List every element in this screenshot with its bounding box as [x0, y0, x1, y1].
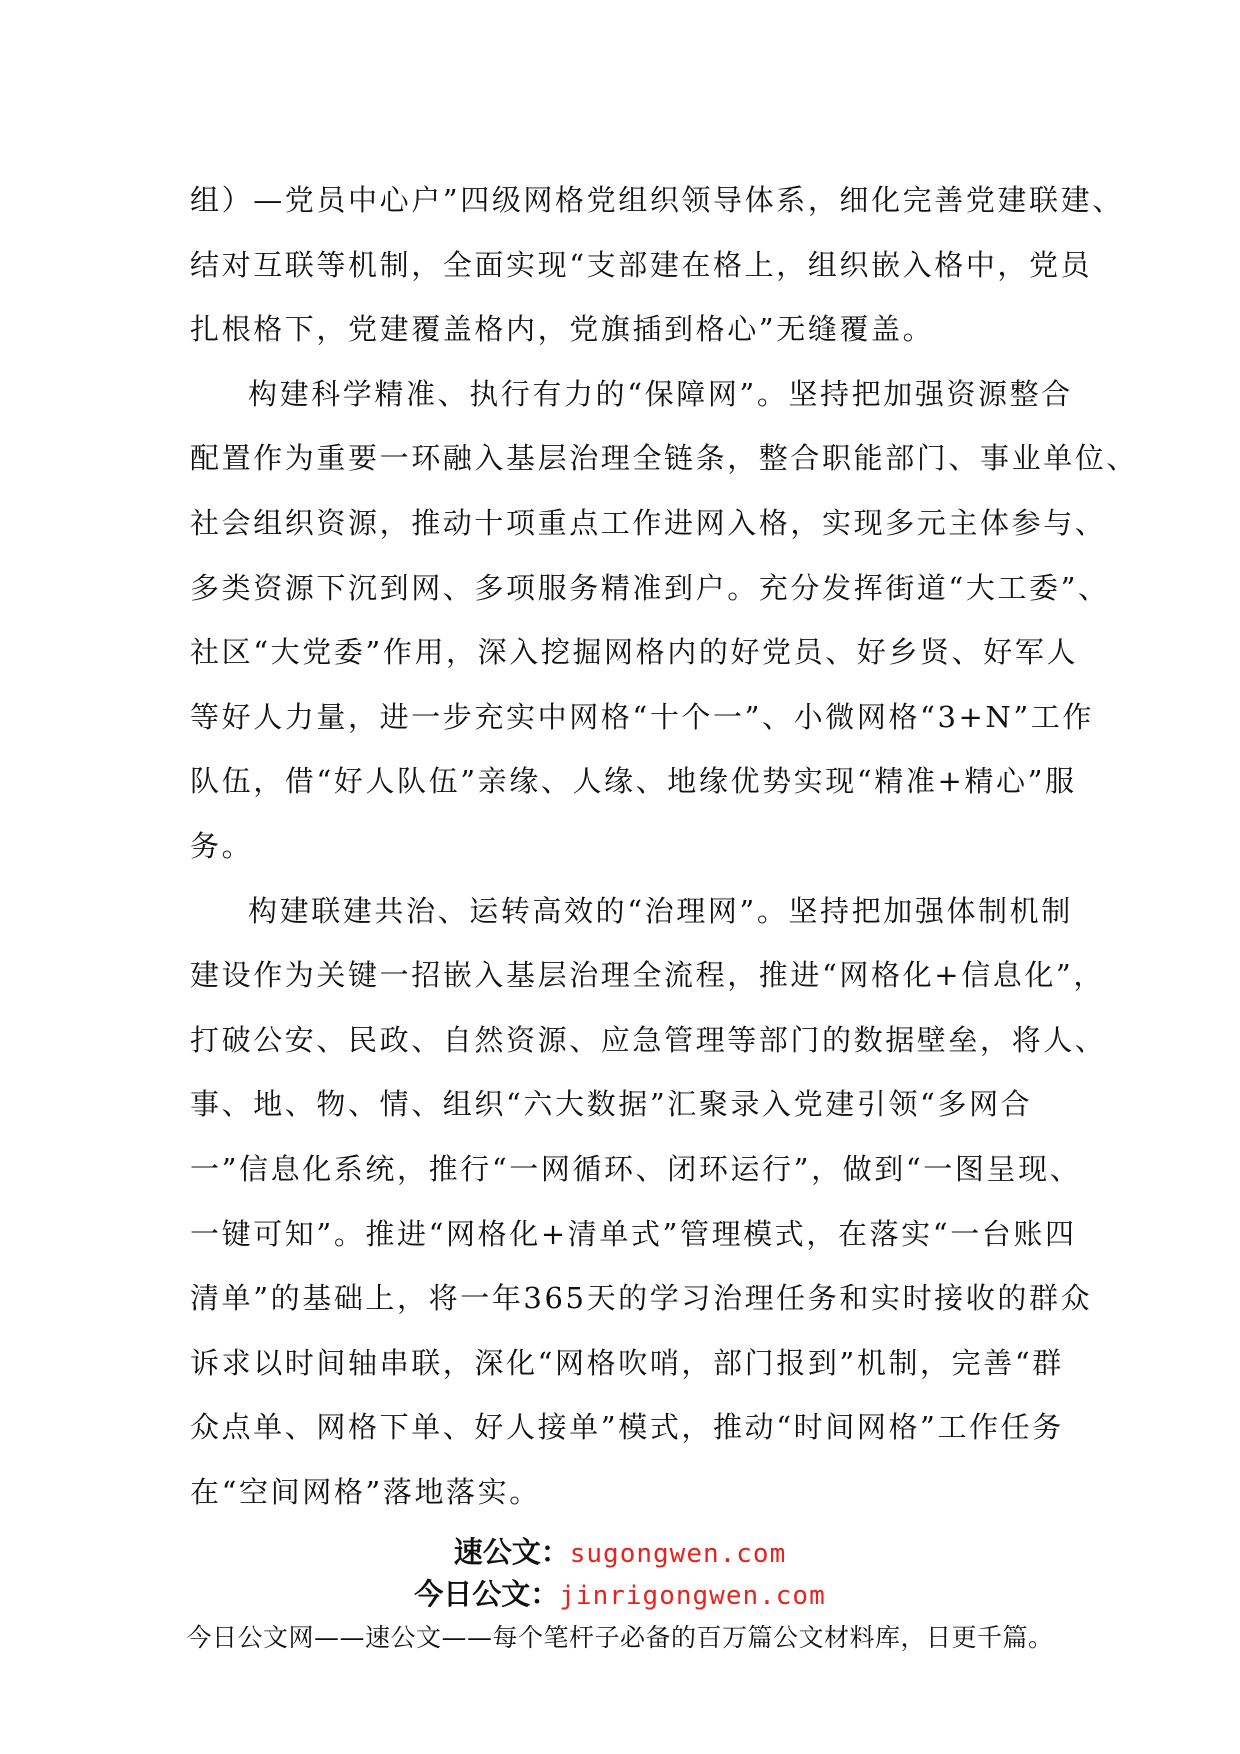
text-line: 组）—党员中心户”四级网格党组织领导体系，细化完善党建联建、: [190, 183, 1124, 217]
text-line: 一键可知”。推进“网格化+清单式”管理模式，在落实“一台账四: [190, 1216, 1077, 1251]
text-line: 扎根格下，党建覆盖格内，党旗插到格心”无缝覆盖。: [190, 312, 935, 347]
text-line: 构建联建共治、运转高效的“治理网”。坚持把加强体制机制: [248, 893, 1073, 928]
body-text: [190, 168, 1139, 1524]
text-line: 诉求以时间轴串联，深化“网格吹哨，部门报到”机制，完善“群: [190, 1345, 1064, 1380]
text-line: 社会组织资源，推动十项重点工作进网入格，实现多元主体参与、: [190, 505, 1107, 540]
footer-link-jinrigongwen[interactable]: jinrigongwen.com: [559, 1581, 826, 1611]
text-line: 众点单、网格下单、好人接单”模式，推动“时间网格”工作任务: [190, 1410, 1064, 1445]
text-line: 构建科学精准、执行有力的“保障网”。坚持把加强资源整合: [248, 376, 1073, 411]
footer-slogan: [0, 1618, 1240, 1654]
footer-slogan-text: 今日公文网——速公文——每个笔杆子必备的百万篇公文材料库，日更千篇。: [186, 1623, 1054, 1652]
footer-label-jinrigongwen: 今日公文：: [414, 1577, 560, 1611]
footer-jinrigongwen: [0, 1572, 1240, 1613]
text-line: 事、地、物、情、组织“六大数据”汇聚录入党建引领“多网合: [190, 1087, 1033, 1122]
text-line: 队伍，借“好人队伍”亲缘、人缘、地缘优势实现“精准+精心”服: [190, 764, 1077, 799]
text-line: 结对互联等机制，全面实现“支部建在格上，组织嵌入格中，党员: [190, 247, 1093, 282]
text-line: 务。: [190, 828, 254, 863]
footer-sugongwen: [0, 1530, 1240, 1571]
text-line: 社区“大党委”作用，深入挖掘网格内的好党员、好乡贤、好军人: [190, 635, 1079, 670]
text-line: 多类资源下沉到网、多项服务精准到户。充分发挥街道“大工委”、: [190, 570, 1110, 605]
text-line: 一”信息化系统，推行“一网循环、闭环运行”，做到“一图呈现、: [190, 1151, 1082, 1186]
text-line: 配置作为重要一环融入基层治理全链条，整合职能部门、事业单位、: [190, 441, 1139, 476]
footer-label-sugongwen: 速公文：: [453, 1535, 570, 1569]
text-line: 建设作为关键一招嵌入基层治理全流程，推进“网格化+信息化”，: [190, 958, 1105, 993]
footer-link-sugongwen[interactable]: sugongwen.com: [569, 1539, 787, 1569]
text-line: 清单”的基础上，将一年365天的学习治理任务和实时接收的群众: [190, 1281, 1093, 1316]
text-line: 等好人力量，进一步充实中网格“十个一”、小微网格“3+N”工作: [190, 699, 1095, 734]
text-line: 打破公安、民政、自然资源、应急管理等部门的数据壁垒，将人、: [190, 1022, 1107, 1057]
text-line: 在“空间网格”落地落实。: [190, 1474, 541, 1509]
